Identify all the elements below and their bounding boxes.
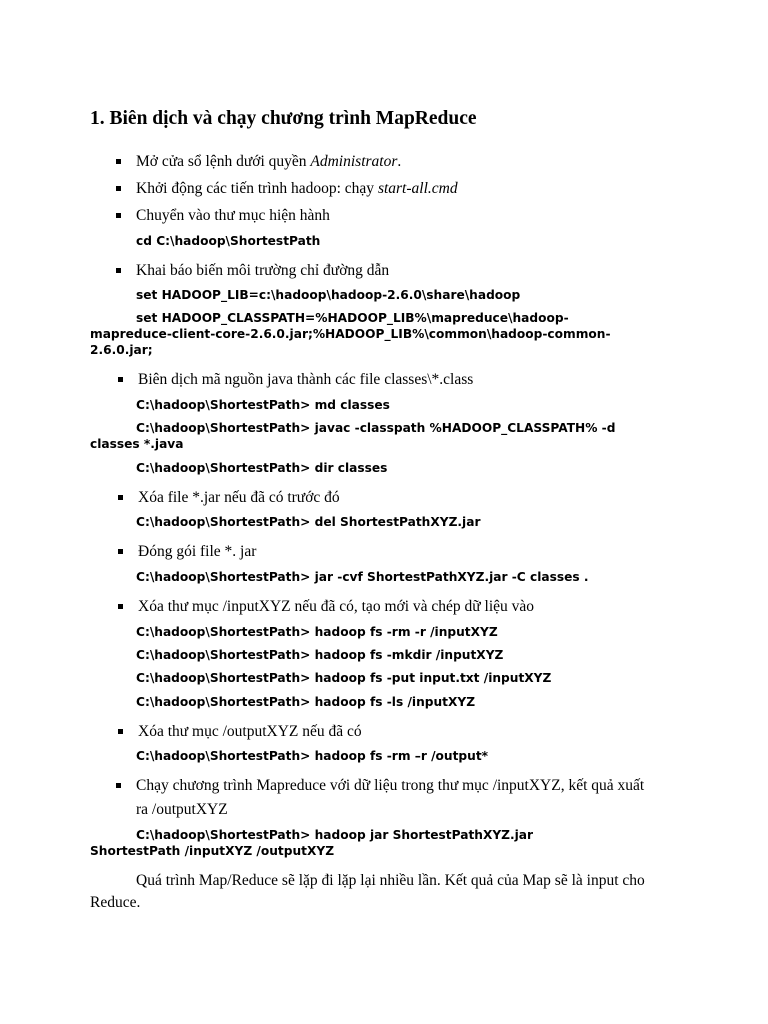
- closing-paragraph-line: Quá trình Map/Reduce sẽ lặp đi lặp lại nhiều lần. Kết quả của Map sẽ là input cho: [136, 872, 645, 889]
- list-item-text: Xóa thư mục /inputXYZ nếu đã có, tạo mới và chép dữ liệu vào: [138, 598, 535, 615]
- list-item-text: Khai báo biến môi trường chỉ đường dẫn: [136, 262, 390, 279]
- command-line: C:\hadoop\ShortestPath> javac -classpath %HADOOP_CLASSPATH% -d: [136, 421, 616, 435]
- list-item-text: Khởi động các tiến trình hadoop: chạy start-all.cmd: [136, 180, 458, 197]
- list-item-text: Xóa file *.jar nếu đã có trước đó: [138, 489, 340, 506]
- command-line: C:\hadoop\ShortestPath> jar -cvf ShortestPathXYZ.jar -C classes .: [136, 570, 589, 584]
- command-line: C:\hadoop\ShortestPath> hadoop fs -ls /inputXYZ: [136, 695, 476, 709]
- closing-paragraph-line: Reduce.: [90, 894, 141, 911]
- list-item-text-continued: ra /outputXYZ: [136, 801, 228, 818]
- command-line: C:\hadoop\ShortestPath> hadoop jar ShortestPathXYZ.jar: [136, 828, 534, 842]
- command-line: set HADOOP_LIB=c:\hadoop\hadoop-2.6.0\share\hadoop: [136, 288, 521, 302]
- bullet-marker: [116, 159, 121, 164]
- command-line: C:\hadoop\ShortestPath> del ShortestPathXYZ.jar: [136, 515, 481, 529]
- command-line: C:\hadoop\ShortestPath> hadoop fs -rm –r /output*: [136, 749, 489, 763]
- list-item-text: Đóng gói file *. jar: [138, 543, 257, 560]
- command-line: classes *.java: [90, 437, 184, 451]
- bullet-marker: [118, 549, 123, 554]
- command-line: C:\hadoop\ShortestPath> dir classes: [136, 461, 388, 475]
- command-line: C:\hadoop\ShortestPath> hadoop fs -rm -r /inputXYZ: [136, 625, 498, 639]
- command-line: C:\hadoop\ShortestPath> hadoop fs -mkdir /inputXYZ: [136, 648, 504, 662]
- command-line: ShortestPath /inputXYZ /outputXYZ: [90, 844, 335, 858]
- command-line: mapreduce-client-core-2.6.0.jar;%HADOOP_LIB%\common\hadoop-common-: [90, 327, 611, 341]
- command-line: cd C:\hadoop\ShortestPath: [136, 234, 321, 248]
- bullet-marker: [116, 268, 121, 273]
- bullet-marker: [118, 729, 123, 734]
- list-item-text: Xóa thư mục /outputXYZ nếu đã có: [138, 723, 362, 740]
- bullet-marker: [116, 213, 121, 218]
- list-item-text: Mở cửa sổ lệnh dưới quyền Administrator.: [136, 153, 402, 170]
- bullet-marker: [118, 377, 123, 382]
- section-heading: 1. Biên dịch và chạy chương trình MapReduce: [90, 108, 477, 129]
- command-line: C:\hadoop\ShortestPath> hadoop fs -put input.txt /inputXYZ: [136, 671, 552, 685]
- bullet-marker: [118, 604, 123, 609]
- command-line: C:\hadoop\ShortestPath> md classes: [136, 398, 390, 412]
- bullet-marker: [116, 186, 121, 191]
- bullet-marker: [116, 783, 121, 788]
- list-item-text: Chuyển vào thư mục hiện hành: [136, 207, 330, 224]
- list-item-text: Chạy chương trình Mapreduce với dữ liệu trong thư mục /inputXYZ, kết quả xuất: [136, 777, 645, 794]
- list-item-text: Biên dịch mã nguồn java thành các file classes\*.class: [138, 371, 474, 388]
- command-line: set HADOOP_CLASSPATH=%HADOOP_LIB%\mapreduce\hadoop-: [136, 311, 569, 325]
- bullet-marker: [118, 495, 123, 500]
- command-line: 2.6.0.jar;: [90, 343, 153, 357]
